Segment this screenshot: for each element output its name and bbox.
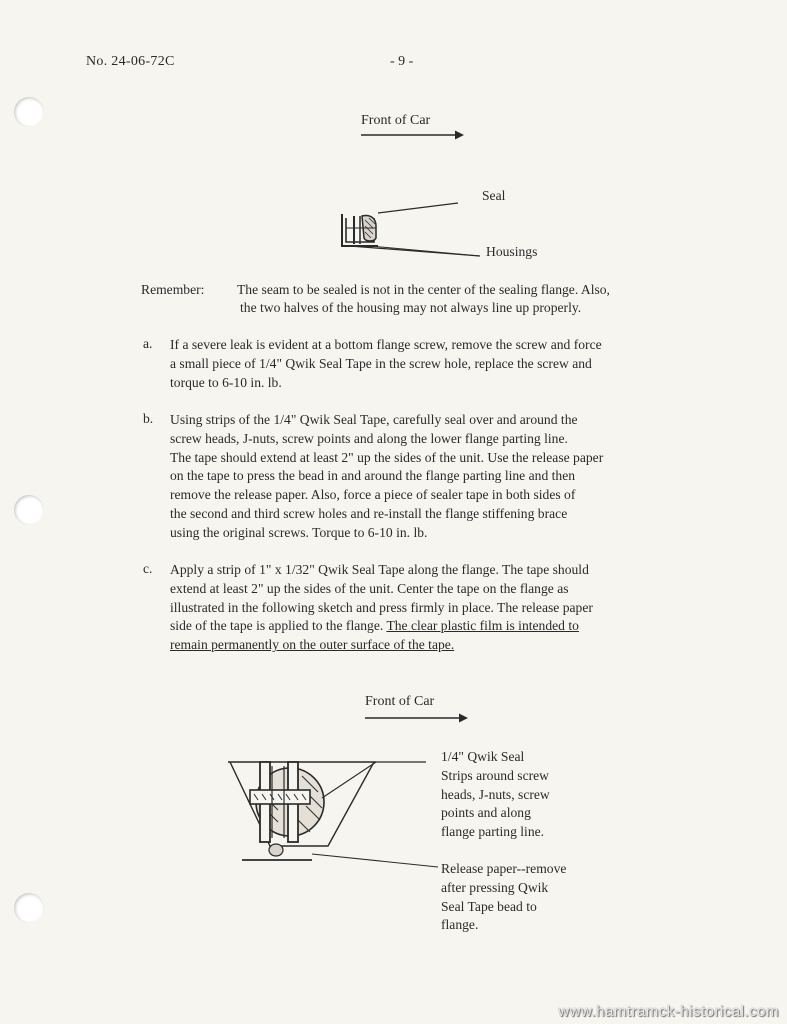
- step-b-line: remove the release paper. Also, force a piece of sealer tape in both sides of: [170, 487, 576, 503]
- step-b-line: screw heads, J-nuts, screw points and along the lower flange parting line.: [170, 430, 568, 446]
- figure2-callout-tape: [441, 748, 621, 842]
- callout-tape-line: heads, J-nuts, screw: [441, 786, 550, 802]
- step-a-marker: a.: [143, 336, 153, 351]
- figure1-housings-label: Housings: [486, 244, 538, 259]
- step-c-marker: c.: [143, 561, 153, 576]
- callout-release-line: Release paper--remove: [441, 861, 567, 876]
- figure2-callout-release-paper: [441, 860, 621, 935]
- callout-tape-line: flange parting line.: [441, 824, 545, 840]
- figure1-seal-label: Seal: [482, 188, 506, 203]
- figure1-direction-arrow: [360, 128, 470, 142]
- figure2-flange-sketch: [226, 754, 446, 868]
- page-number: - 9 -: [390, 54, 414, 69]
- callout-tape-line: Strips around screw: [441, 767, 549, 783]
- figure1-direction-label: Front of Car: [361, 113, 431, 128]
- step-c-line: side of the tape is applied to the flange. The clear plastic film is intended to: [170, 618, 579, 634]
- figure2-direction-arrow: [364, 711, 474, 725]
- watermark-text: www.hamtramck-historical.com: [558, 1003, 779, 1020]
- figure2-direction-label: Front of Car: [365, 694, 435, 709]
- step-a-line: If a severe leak is evident at a bottom flange screw, remove the screw and force: [170, 337, 602, 352]
- document-number: No. 24-06-72C: [86, 54, 175, 69]
- step-b-text: [170, 411, 719, 543]
- callout-tape-line: 1/4" Qwik Seal: [441, 749, 525, 764]
- step-c-line: illustrated in the following sketch and press firmly in place. The release paper: [170, 599, 593, 615]
- underlined-clause: The clear plastic film is intended to: [386, 618, 579, 634]
- remember-line-2: the two halves of the housing may not always line up properly.: [240, 300, 582, 315]
- step-b-line: The tape should extend at least 2" up the sides of the unit. Use the release paper: [170, 449, 604, 465]
- step-c-line: remain permanently on the outer surface of the tape.: [170, 637, 455, 653]
- callout-release-line: after pressing Qwik: [441, 879, 549, 895]
- step-a-text: [170, 336, 719, 392]
- step-b-line: Using strips of the 1/4" Qwik Seal Tape, carefully seal over and around the: [170, 412, 578, 427]
- callout-tape-line: points and along: [441, 805, 531, 821]
- step-b-line: on the tape to press the bead in and around the flange parting line and then: [170, 468, 576, 484]
- punch-hole-top: [14, 97, 44, 127]
- step-c-text: [170, 561, 719, 655]
- remember-line-1: The seam to be sealed is not in the center of the sealing flange. Also,: [237, 282, 610, 297]
- step-b-line: the second and third screw holes and re-install the flange stiffening brace: [170, 505, 568, 521]
- step-c-line: Apply a strip of 1" x 1/32" Qwik Seal Tape along the flange. The tape should: [170, 562, 589, 577]
- step-c-line: extend at least 2" up the sides of the unit. Center the tape on the flange as: [170, 580, 569, 596]
- callout-release-line: flange.: [441, 917, 479, 933]
- callout-release-line: Seal Tape bead to: [441, 898, 537, 914]
- step-b-marker: b.: [143, 411, 154, 426]
- figure1-seal-sketch: [330, 198, 490, 260]
- step-a-line: torque to 6-10 in. lb.: [170, 374, 282, 390]
- punch-hole-bottom: [14, 893, 44, 923]
- punch-hole-middle: [14, 495, 44, 525]
- remember-label: Remember:: [141, 282, 205, 297]
- step-a-line: a small piece of 1/4" Qwik Seal Tape in the screw hole, replace the screw and: [170, 355, 592, 371]
- step-b-line: using the original screws. Torque to 6-10 in. lb.: [170, 524, 428, 540]
